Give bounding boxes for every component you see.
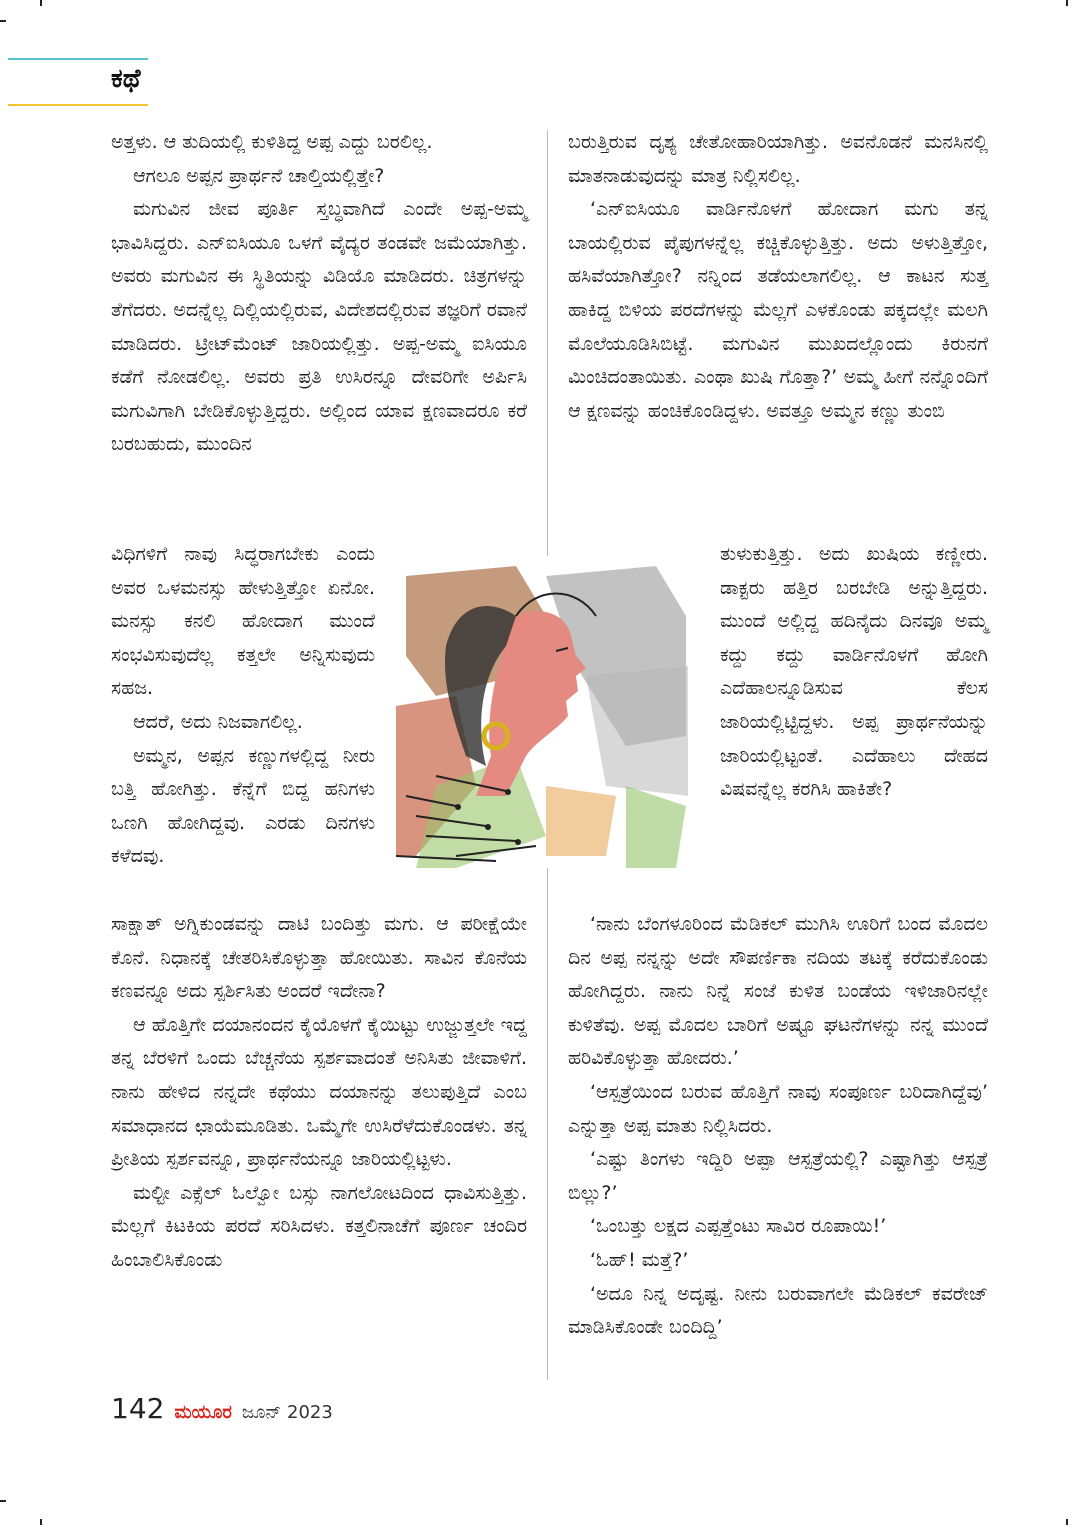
crop-mark xyxy=(40,1519,42,1525)
paragraph: ‘ಎನ್‌ಐಸಿಯೂ ವಾರ್ಡಿನೊಳಗೆ ಹೋದಾಗ ಮಗು ತನ್ನ ಬಾಯಲ್ಲಿರುವ ಪೈಪುಗಳನ್ನೆಲ್ಲ ಕಚ್ಚಿಕೊಳ್ಳುತ್ತಿತ್ತು. ಅದು ಅಳುತ್ತಿತ್ತೋ, ಹಸಿವೆಯಾಗಿತ್ತೋ? ನನ್ನಿಂದ ತಡೆಯಲಾಗಲಿಲ್ಲ. ಆ ಕಾಟನ ಸುತ್ತ ಹಾಕಿದ್ದ ಬಿಳಿಯ ಪರದೆಗಳನ್ನು ಮೆಲ್ಲಗೆ ಎಳಕೊಂಡು ಪಕ್ಕದಲ್ಲೇ ಮಲಗಿ ಮೊಲೆಯೂಡಿಸಿಬಿಟ್ಟೆ. ಮಗುವಿನ ಮುಖದಲ್ಲೊಂದು ಕಿರುನಗೆ ಮಿಂಚಿದಂತಾಯಿತು. ಎಂಥಾ ಖುಷಿ ಗೊತ್ತಾ?’ ಅಮ್ಮ ಹೀಗೆ ನನ್ನೊಂದಿಗೆ ಆ ಕ್ಷಣವನ್ನು ಹಂಚಿಕೊಂಡಿದ್ದಳು. ಅವತ್ತೂ ಅಮ್ಮನ ಕಣ್ಣು ತುಂಬಿ xyxy=(568,198,988,422)
crop-mark xyxy=(0,20,6,22)
section-rule-top xyxy=(8,58,148,60)
section-title: ಕಥೆ xyxy=(111,64,141,94)
text-column-left-wrap xyxy=(111,538,375,874)
crop-mark xyxy=(1066,0,1068,6)
paragraph: ‘ಓಹ್! ಮತ್ತೆ?’ xyxy=(590,1248,689,1271)
text-column-right-top xyxy=(568,126,988,428)
text-column-left-bottom xyxy=(111,908,527,1278)
paragraph: ತುಳುಕುತ್ತಿತ್ತು. ಅದು ಖುಷಿಯ ಕಣ್ಣೀರು. ಡಾಕ್ಟರು ಹತ್ತಿರ ಬರಬೇಡಿ ಅನ್ನುತ್ತಿದ್ದರು. ಮುಂದೆ ಅಲ್ಲಿದ್ದ ಹದಿನೈದು ದಿನವೂ ಅಮ್ಮ ಕದ್ದು ಕದ್ದು ವಾರ್ಡಿನೊಳಗೆ ಹೋಗಿ ಎದೆಹಾಲನ್ನೂಡಿಸುವ ಕೆಲಸ ಜಾರಿಯಲ್ಲಿಟ್ಟಿದ್ದಳು. ಅಪ್ಪ ಪ್ರಾರ್ಥನೆಯನ್ನು ಜಾರಿಯಲ್ಲಿಟ್ಟಂತೆ. ಎದೆಹಾಲು ದೇಹದ ವಿಷವನ್ನೆಲ್ಲ ಕರಗಿಸಿ ಹಾಕಿತೇ? xyxy=(720,543,988,801)
paragraph: ಮಲ್ಟೀ ಎಕ್ಸೆಲ್ ಓಲ್ವೋ ಬಸ್ಸು ನಾಗಲೋಟದಿಂದ ಧಾವಿಸುತ್ತಿತ್ತು. ಮೆಲ್ಲಗೆ ಕಿಟಕಿಯ ಪರದೆ ಸರಿಸಿದಳು. ಕತ್ತಲಿನಾಚೆಗೆ ಪೂರ್ಣ ಚಂದಿರ ಹಿಂಬಾಲಿಸಿಕೊಂಡು xyxy=(111,1181,527,1271)
section-rule-bottom xyxy=(8,104,148,106)
paragraph: ಅತ್ತಳು. ಆ ತುದಿಯಲ್ಲಿ ಕುಳಿತಿದ್ದ ಅಪ್ಪ ಎದ್ದು ಬರಲಿಲ್ಲ. xyxy=(111,131,433,153)
crop-mark xyxy=(40,0,42,6)
crop-mark xyxy=(1066,1519,1068,1525)
magazine-logo: ಮಯೂರ xyxy=(174,1402,232,1423)
text-column-left-top xyxy=(111,126,527,462)
text-column-right-wrap xyxy=(720,538,988,807)
text-column-right-bottom xyxy=(568,908,988,1345)
paragraph: ಆಗಲೂ ಅಪ್ಪನ ಪ್ರಾರ್ಥನೆ ಚಾಲ್ತಿಯಲ್ಲಿತ್ತೇ? xyxy=(133,164,385,187)
paragraph: ‘ಒಂಬತ್ತು ಲಕ್ಷದ ಎಪ್ಪತ್ತೆಂಟು ಸಾವಿರ ರೂಪಾಯಿ!’ xyxy=(590,1215,887,1238)
page-number: 142 xyxy=(111,1392,165,1425)
paragraph: ಅಮ್ಮನ, ಅಪ್ಪನ ಕಣ್ಣುಗಳಲ್ಲಿದ್ದ ನೀರು ಬತ್ತಿ ಹೋಗಿತ್ತು. ಕೆನ್ನೆಗೆ ಬಿದ್ದ ಹನಿಗಳು ಒಣಗಿ ಹೋಗಿದ್ದವು. ಎರಡು ದಿನಗಳು ಕಳೆದವು. xyxy=(111,744,375,868)
paragraph: ಬರುತ್ತಿರುವ ದೃಶ್ಯ ಚೇತೋಹಾರಿಯಾಗಿತ್ತು. ಅವನೊಡನೆ ಮನಸಿನಲ್ಲಿ ಮಾತನಾಡುವುದನ್ನು ಮಾತ್ರ ನಿಲ್ಲಿಸಲಿಲ್ಲ. xyxy=(568,131,988,187)
woman-profile-illustration xyxy=(396,556,690,868)
paragraph: ಆ ಹೊತ್ತಿಗೇ ದಯಾನಂದನ ಕೈಯೊಳಗೆ ಕೈಯಿಟ್ಟು ಉಜ್ಜುತ್ತಲೇ ಇದ್ದ ತನ್ನ ಬೆರಳಿಗೆ ಒಂದು ಬೆಚ್ಚನೆಯ ಸ್ಪರ್ಶವಾದಂತೆ ಅನಿಸಿತು ಜೀವಾಳಿಗೆ. ನಾನು ಹೇಳಿದ ನನ್ನದೇ ಕಥೆಯು ದಯಾನನ್ನು ತಲುಪುತ್ತಿದೆ ಎಂಬ ಸಮಾಧಾನದ ಛಾಯೆಮೂಡಿತು. ಒಮ್ಮೆಗೇ ಉಸಿರೆಳೆದುಕೊಂಡಳು. ತನ್ನ ಪ್ರೀತಿಯ ಸ್ಪರ್ಶವನ್ನೂ, ಪ್ರಾರ್ಥನೆಯನ್ನೂ ಜಾರಿಯಲ್ಲಿಟ್ಟಳು. xyxy=(111,1013,527,1171)
paragraph: ‘ಎಷ್ಟು ತಿಂಗಳು ಇದ್ದಿರಿ ಅಪ್ಪಾ ಆಸ್ಪತ್ರೆಯಲ್ಲಿ? ಎಷ್ಟಾಗಿತ್ತು ಆಸ್ಪತ್ರೆ ಬಿಲ್ಲು?’ xyxy=(568,1148,988,1204)
paragraph: ‘ಅದೂ ನಿನ್ನ ಅದೃಷ್ಟ. ನೀನು ಬರುವಾಗಲೇ ಮೆಡಿಕಲ್ ಕವರೇಜ್ ಮಾಡಿಸಿಕೊಂಡೇ ಬಂದಿದ್ದಿ’ xyxy=(568,1282,988,1339)
page-footer xyxy=(111,1392,333,1432)
paragraph: ‘ನಾನು ಬೆಂಗಳೂರಿಂದ ಮೆಡಿಕಲ್ ಮುಗಿಸಿ ಊರಿಗೆ ಬಂದ ಮೊದಲ ದಿನ ಅಪ್ಪ ನನ್ನನ್ನು ಅದೇ ಸೌಪರ್ಣಿಕಾ ನದಿಯ ತಟಕ್ಕೆ ಕರೆದುಕೊಂಡು ಹೋಗಿದ್ದರು. ನಾನು ನಿನ್ನೆ ಸಂಜೆ ಕುಳಿತ ಬಂಡೆಯ ಇಳಿಜಾರಿನಲ್ಲೇ ಕುಳಿತೆವು. ಅಪ್ಪ ಮೊದಲ ಬಾರಿಗೆ ಅಷ್ಟೂ ಘಟನೆಗಳನ್ನು ನನ್ನ ಮುಂದೆ ಹರಿವಿಕೊಳ್ಳುತ್ತಾ ಹೋದರು.’ xyxy=(568,913,988,1070)
paragraph: ಸಾಕ್ಷಾತ್ ಅಗ್ನಿಕುಂಡವನ್ನು ದಾಟಿ ಬಂದಿತ್ತು ಮಗು. ಆ ಪರೀಕ್ಷೆಯೇ ಕೊನೆ. ನಿಧಾನಕ್ಕೆ ಚೇತರಿಸಿಕೊಳ್ಳುತ್ತಾ ಹೋಯಿತು. ಸಾವಿನ ಕೊನೆಯ ಕಣವನ್ನೂ ಅದು ಸ್ಪರ್ಶಿಸಿತು ಅಂದರೆ ಇದೇನಾ? xyxy=(111,913,527,1003)
paragraph: ವಿಧಿಗಳಿಗೆ ನಾವು ಸಿದ್ಧರಾಗಬೇಕು ಎಂದು ಅವರ ಒಳಮನಸ್ಸು ಹೇಳುತ್ತಿತ್ತೋ ಏನೋ. ಮನಸ್ಸು ಕನಲಿ ಹೋದಾಗ ಮುಂದೆ ಸಂಭವಿಸುವುದೆಲ್ಲ ಕತ್ತಲೇ ಅನ್ನಿಸುವುದು ಸಹಜ. xyxy=(111,543,375,700)
paragraph: ಆದರೆ, ಅದು ನಿಜವಾಗಲಿಲ್ಲ. xyxy=(133,710,303,733)
paragraph: ‘ಆಸ್ಪತ್ರೆಯಿಂದ ಬರುವ ಹೊತ್ತಿಗೆ ನಾವು ಸಂಪೂರ್ಣ ಬರಿದಾಗಿದ್ದೆವು’ ಎನ್ನುತ್ತಾ ಅಪ್ಪ ಮಾತು ನಿಲ್ಲಿಸಿದರು. xyxy=(568,1080,988,1137)
issue-date: ಜೂನ್ 2023 xyxy=(241,1402,333,1423)
crop-mark xyxy=(0,1500,6,1502)
paragraph: ಮಗುವಿನ ಜೀವ ಪೂರ್ತಿ ಸ್ತಬ್ಧವಾಗಿದೆ ಎಂದೇ ಅಪ್ಪ-ಅಮ್ಮ ಭಾವಿಸಿದ್ದರು. ಎನ್‌ಐಸಿಯೂ ಒಳಗೆ ವೈದ್ಯರ ತಂಡವೇ ಜಮೆಯಾಗಿತ್ತು. ಅವರು ಮಗುವಿನ ಈ ಸ್ಥಿತಿಯನ್ನು ವಿಡಿಯೊ ಮಾಡಿದರು. ಚಿತ್ರಗಳನ್ನು ತೆಗೆದರು. ಅದನ್ನೆಲ್ಲ ದಿಲ್ಲಿಯಲ್ಲಿರುವ, ವಿದೇಶದಲ್ಲಿರುವ ತಜ್ಞರಿಗೆ ರವಾನೆ ಮಾಡಿದರು. ಟ್ರೀಟ್‌ಮೆಂಟ್ ಜಾರಿಯಲ್ಲಿತ್ತು. ಅಪ್ಪ-ಅಮ್ಮ ಐಸಿಯೂ ಕಡೆಗೆ ನೋಡಲಿಲ್ಲ. ಅವರು ಪ್ರತಿ ಉಸಿರನ್ನೂ ದೇವರಿಗೇ ಅರ್ಪಿಸಿ ಮಗುವಿಗಾಗಿ ಬೇಡಿಕೊಳ್ಳುತ್ತಿದ್ದರು. ಅಲ್ಲಿಂದ ಯಾವ ಕ್ಷಣವಾದರೂ ಕರೆ ಬರಬಹುದು, ಮುಂದಿನ xyxy=(111,198,527,456)
